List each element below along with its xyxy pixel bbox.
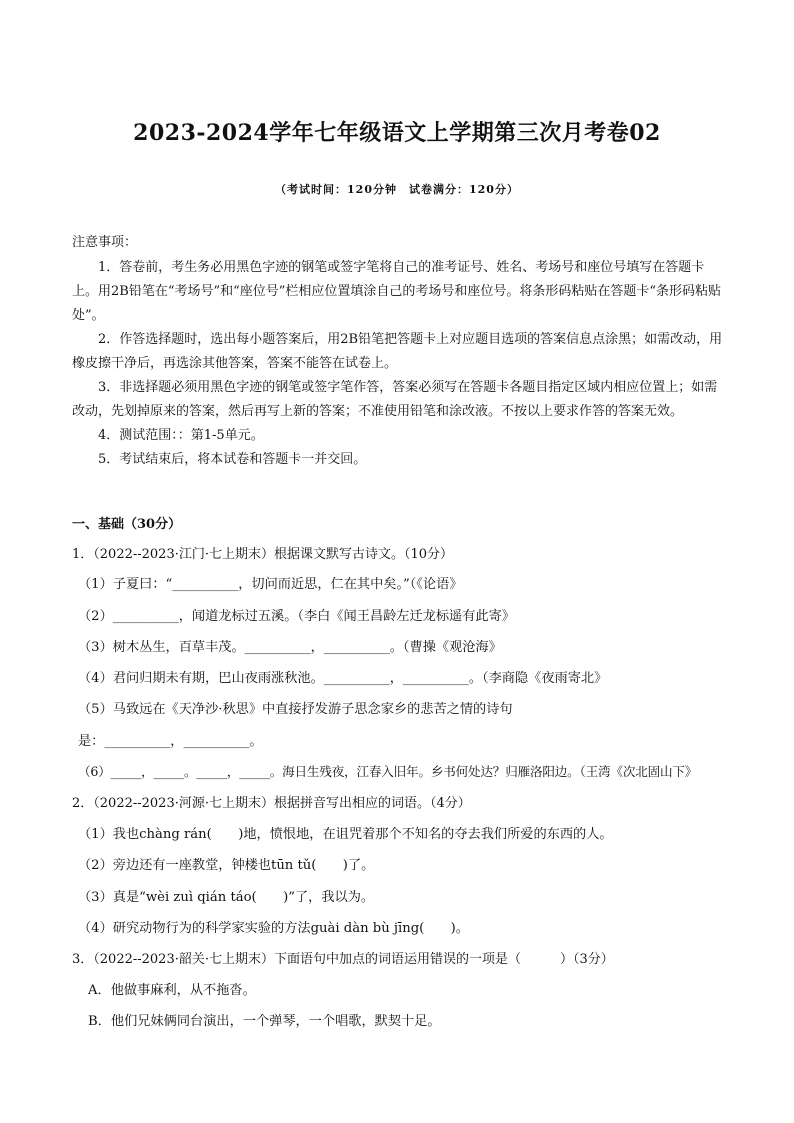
page-title: 2023-2024学年七年级语文上学期第三次月考卷02 bbox=[133, 120, 661, 146]
question-3-option: A．他做事麻利，从不拖沓。 bbox=[88, 983, 256, 998]
question-1-line: （1）子夏曰：“__________，切问而近思，仁在其中矣。”（《论语》 bbox=[78, 577, 463, 592]
question-3-stem: 3．（2022--2023·韶关·七上期末）下面语句中加点的词语运用错误的一项是（ ）（3分） bbox=[72, 952, 614, 967]
question-1-line: 是：__________，__________。 bbox=[78, 734, 263, 749]
question-1-line: （4）君问归期未有期，巴山夜雨涨秋池。__________，__________。（李商隐《夜雨寄北》 bbox=[78, 671, 608, 686]
notice-item: 5．考试结束后，将本试卷和答题卡一并交回。 bbox=[98, 452, 367, 467]
question-2-stem: 2．（2022--2023·河源·七上期末）根据拼音写出相应的词语。（4分） bbox=[72, 796, 471, 811]
notice-item: 1．答卷前，考生务必用黑色字迹的钢笔或签字笔将自己的准考证号、姓名、考场号和座位号填写在答题卡上。用2B铅笔在“考场号”和“座位号”栏相应位置填涂自己的考场号和座位号。将条形码粘贴在答题卡“条形码粘贴处”。 bbox=[72, 260, 722, 323]
question-2-line: （2）旁边还有一座教堂，钟楼也tūn tǔ( )了。 bbox=[78, 858, 375, 873]
question-2-line: （4）研究动物行为的科学家实验的方法guài dàn bù jīng( )。 bbox=[78, 921, 469, 936]
notice-list bbox=[72, 256, 724, 472]
question-1-line: （5）马致远在《天净沙·秋思》中直接抒发游子思念家乡的悲苦之情的诗句 bbox=[78, 702, 513, 717]
question-3-option: B．他们兄妹俩同台演出，一个弹琴，一个唱歌，默契十足。 bbox=[88, 1014, 441, 1029]
notice-item: 2．作答选择题时，选出每小题答案后，用2B铅笔把答题卡上对应题目选项的答案信息点涂黑；如需改动，用橡皮擦干净后，再选涂其他答案，答案不能答在试卷上。 bbox=[72, 332, 723, 371]
question-1-line: （2）__________，闻道龙标过五溪。（李白《闻王昌龄左迁龙标遥有此寄》 bbox=[78, 609, 515, 624]
question-2-line: （1）我也chàng rán( )地，愤恨地，在诅咒着那个不知名的夺去我们所爱的东西的人。 bbox=[78, 827, 613, 842]
question-1-stem: 1．（2022--2023·江门·七上期末）根据课文默写古诗文。（10分） bbox=[72, 547, 454, 562]
section-heading: 一、基础（30分） bbox=[72, 517, 182, 532]
question-1-line: （6）_____，_____。_____，_____。海日生残夜，江春入旧年。乡书何处达？归雁洛阳边。（王湾《次北固山下》 bbox=[78, 764, 698, 779]
notice-item: 4．测试范围：：第1-5单元。 bbox=[98, 428, 264, 443]
question-2-line: （3）真是“wèi zuì qián táo( )”了，我以为。 bbox=[78, 890, 375, 905]
notice-item: 3．非选择题必须用黑色字迹的钢笔或签字笔作答，答案必须写在答题卡各题目指定区域内相应位置上；如需改动，先划掉原来的答案，然后再写上新的答案；不准使用铅笔和涂改液。不按以上要求作答的答案无效。 bbox=[72, 380, 718, 419]
exam-info: （考试时间：120分钟 试卷满分：120分） bbox=[275, 183, 519, 196]
notice-heading: 注意事项： bbox=[72, 235, 138, 250]
question-1-line: （3）树木丛生，百草丰茂。__________，__________。（曹操《观沧海》 bbox=[78, 640, 502, 655]
